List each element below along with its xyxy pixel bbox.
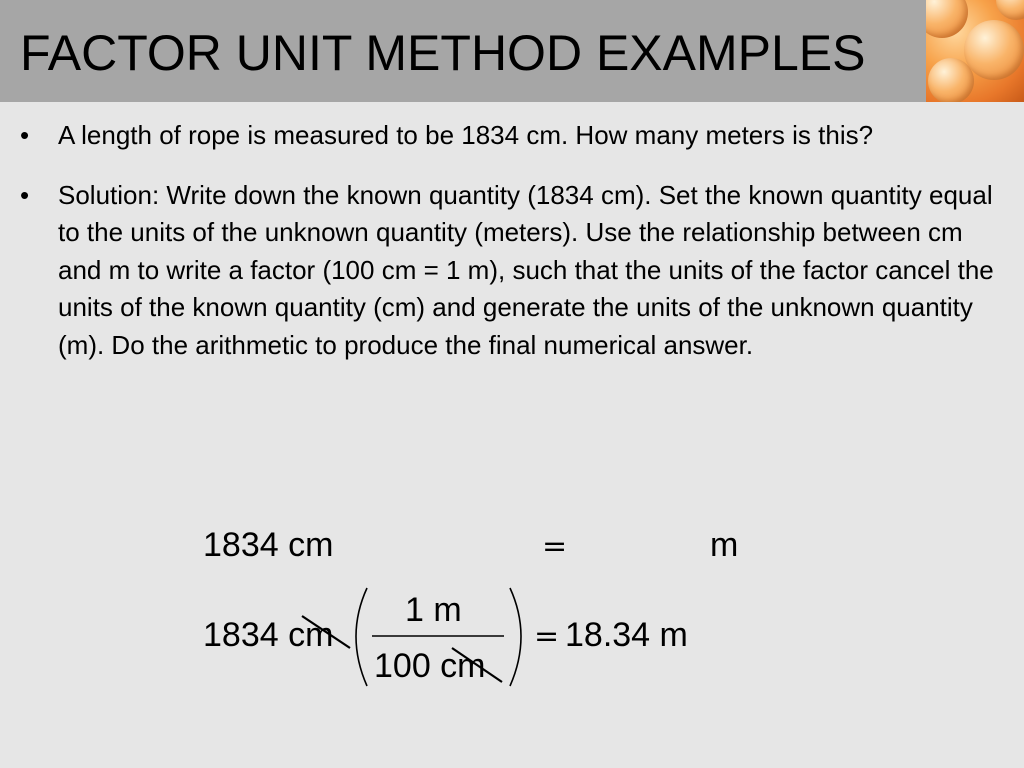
equation1-left: 1834 cm	[203, 526, 334, 564]
fraction-denominator: 100 cm	[374, 647, 486, 685]
cancel-strike	[302, 616, 350, 648]
bullet-marker: •	[20, 179, 30, 210]
cancel-strike	[452, 648, 502, 682]
equation2-result: 18.34 m	[565, 616, 688, 654]
slide-title: FACTOR UNIT METHOD EXAMPLES	[20, 25, 866, 81]
left-parenthesis	[356, 588, 367, 686]
fraction-numerator: 1 m	[405, 591, 462, 629]
right-parenthesis	[510, 588, 521, 686]
equation2-left: 1834 cm	[203, 616, 334, 654]
equation1-right: m	[710, 526, 739, 564]
bullet-text: A length of rope is measured to be 1834 cm. How many meters is this?	[58, 120, 874, 150]
equation1-equals: =	[542, 529, 568, 564]
equation2-equals: =	[534, 619, 560, 654]
bullet-text: Solution: Write down the known quantity (1834 cm). Set the known quantity equal to the units of the unknown quantity (meters). Use the relationship between cm and m to write a factor (100 cm = 1 m), such that the units of the factor cancel the units of the known quantity (cm) and generate the units of the unknown quantity (m). Do the arithmetic to produce the final numerical answer.	[58, 179, 994, 360]
bullet-marker: •	[20, 120, 30, 150]
